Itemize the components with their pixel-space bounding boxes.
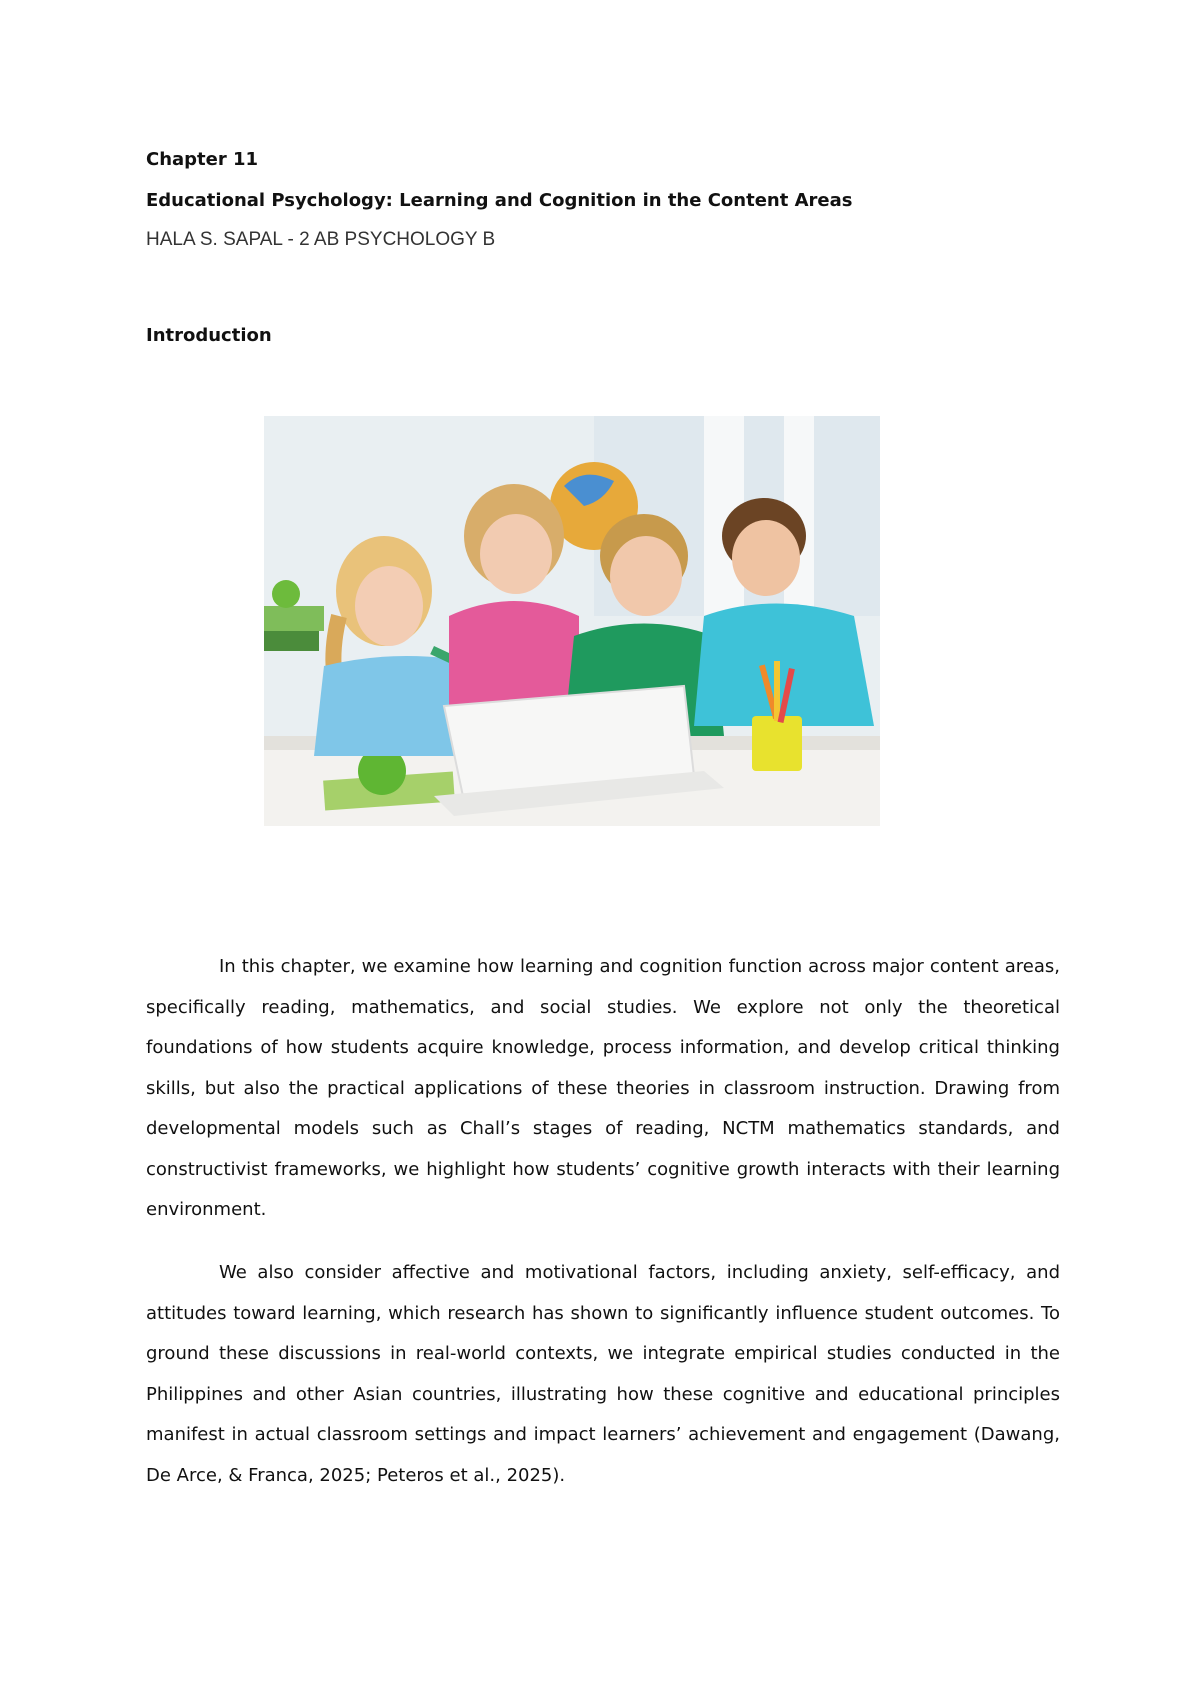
pencil-cup-icon (752, 716, 802, 771)
body-paragraph: In this chapter, we examine how learning and cognition function across major content areas, specifically reading, mathematics, and social studies. We explore not only the theoretical foundations of how students acquire knowledge, process information, and develop critical thinking skills, but also the practical applications of these theories in classroom instruction. Drawing from developmental models such as Chall’s stages of reading, NCTM mathematics standards, and constructivist frameworks, we highlight how students’ cognitive growth interacts with their learning environment. (146, 956, 1060, 1220)
chapter-label: Chapter 11 (146, 149, 259, 170)
apple-icon (272, 580, 300, 608)
author-line: HALA S. SAPAL - 2 AB PSYCHOLOGY B (146, 229, 496, 250)
section-title: Introduction (146, 325, 272, 346)
body-paragraph: We also consider affective and motivational factors, including anxiety, self-efficacy, and attitudes toward learning, which research has shown to significantly influence student outcomes. To ground these discussions in real-world contexts, we integrate empirical studies conducted in the Philippines and other Asian countries, illustrating how these cognitive and educational principles manifest in actual classroom settings and impact learners’ achievement and engagement (Dawang, De Arce, & Franca, 2025; Peteros et al., 2025). (146, 1262, 1060, 1486)
children-with-laptop-photo (264, 416, 880, 826)
chapter-title: Educational Psychology: Learning and Cognition in the Content Areas (146, 190, 853, 211)
photo-illustration (264, 416, 880, 826)
